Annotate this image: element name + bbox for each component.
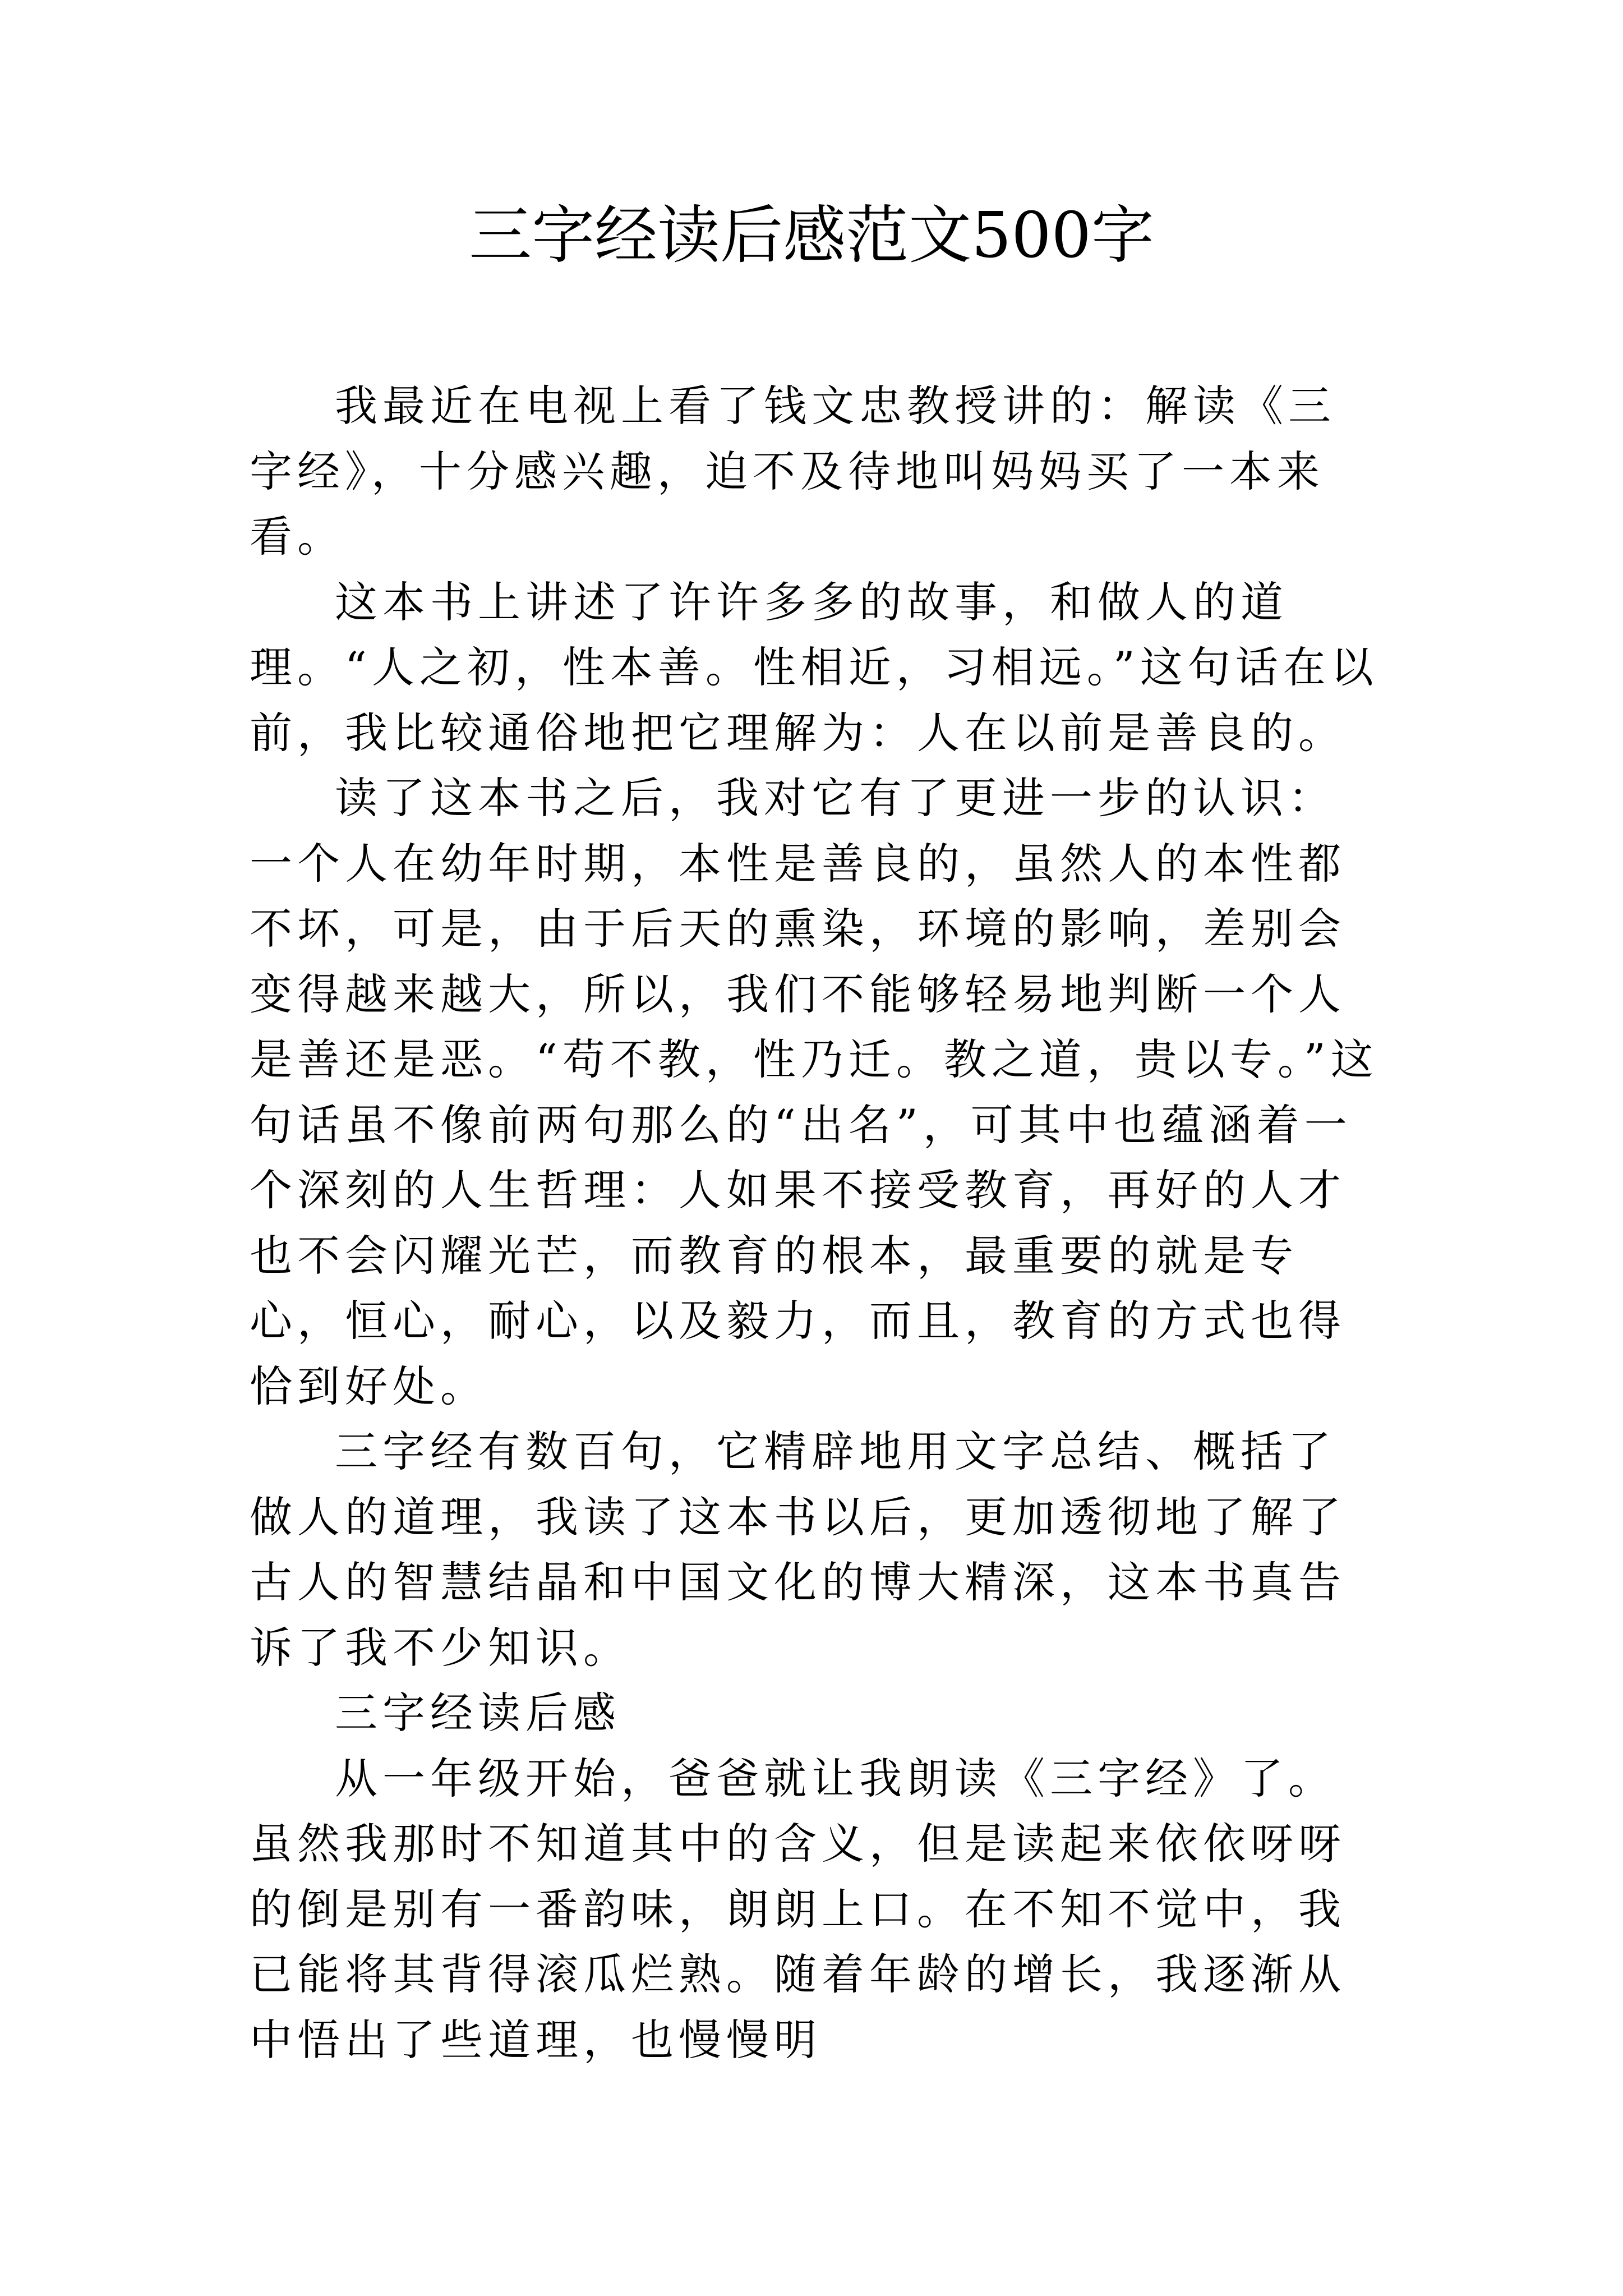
section-heading: 三字经读后感 bbox=[335, 1688, 621, 1738]
paragraph: 我最近在电视上看了钱文忠教授讲的：解读《三字经》，十分感兴趣，迫不及待地叫妈妈买了一本来看。 bbox=[250, 381, 1336, 562]
paragraph: 三字经有数百句，它精辟地用文字总结、概括了做人的道理，我读了这本书以后，更加透彻地了解了古人的智慧结晶和中国文化的博大精深，这本书真告诉了我不少知识。 bbox=[250, 1427, 1346, 1673]
paragraph: 这本书上讲述了许许多多的故事，和做人的道理。“人之初，性本善。性相近，习相远。”这句话在以前，我比较通俗地把它理解为：人在以前是善良的。 bbox=[250, 577, 1378, 758]
document-title: 三字经读后感范文500字 bbox=[469, 199, 1154, 272]
document-body bbox=[250, 374, 1382, 2073]
paragraph: 读了这本书之后，我对它有了更进一步的认识：一个人在幼年时期，本性是善良的，虽然人的本性都不坏，可是，由于后天的熏染，环境的影响，差别会变得越来越大，所以，我们不能够轻易地判断一个人是善还是恶。“苟不教，性乃迁。教之道，贵以专。”这句话虽不像前两句那么的“出名”，可其中也蕴涵着一个深刻的人生哲理：人如果不接受教育，再好的人才也不会闪耀光芒，而教育的根本，最重要的就是专心，恒心，耐心，以及毅力，而且，教育的方式也得恰到好处。 bbox=[250, 773, 1378, 1411]
paragraph: 从一年级开始，爸爸就让我朗读《三字经》了。虽然我那时不知道其中的含义，但是读起来依依呀呀的倒是别有一番韵味，朗朗上口。在不知不觉中，我已能将其背得滚瓜烂熟。随着年龄的增长，我逐渐从中悟出了些道理，也慢慢明 bbox=[250, 1753, 1346, 2065]
